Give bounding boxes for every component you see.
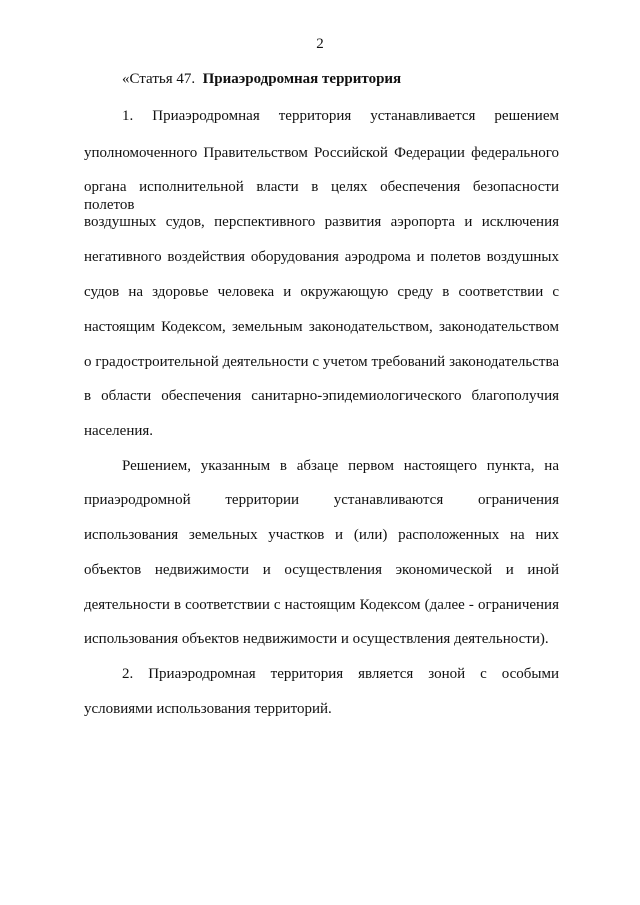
paragraph-line: судов на здоровье человека и окружающую среду в соответствии с: [84, 284, 559, 300]
article-title: Приаэродромная территория: [202, 71, 402, 87]
paragraph-line: использования земельных участков и (или) расположенных на них: [84, 527, 559, 543]
paragraph-line: воздушных судов, перспективного развития аэропорта и исключения: [84, 214, 559, 230]
paragraph-line: негативного воздействия оборудования аэродрома и полетов воздушных: [84, 249, 559, 265]
paragraph-line: в области обеспечения санитарно-эпидемиологического благополучия: [84, 388, 559, 404]
paragraph-line: деятельности в соответствии с настоящим Кодексом (далее - ограничения: [84, 597, 559, 613]
paragraph-line: 1. Приаэродромная территория устанавливается решением: [122, 108, 559, 124]
page-number: 2: [316, 36, 324, 52]
paragraph-line: 2. Приаэродромная территория является зоной с особыми: [122, 666, 559, 682]
paragraph-line: Решением, указанным в абзаце первом настоящего пункта, на: [122, 458, 559, 474]
article-number: «Статья 47.: [122, 71, 196, 87]
paragraph-line: уполномоченного Правительством Российской Федерации федерального: [84, 145, 559, 161]
paragraph-line: условиями использования территорий.: [84, 701, 332, 717]
paragraph-line: населения.: [84, 423, 154, 439]
paragraph-line: объектов недвижимости и осуществления экономической и иной: [84, 562, 559, 578]
paragraph-line: использования объектов недвижимости и осуществления деятельности).: [84, 631, 549, 647]
paragraph-line: настоящим Кодексом, земельным законодательством, законодательством: [84, 319, 559, 335]
paragraph-line: о градостроительной деятельности с учетом требований законодательства: [84, 354, 559, 370]
paragraph-line: органа исполнительной власти в целях обеспечения безопасности полетов: [84, 179, 559, 213]
article-heading: [122, 70, 401, 88]
paragraph-line: приаэродромной территории устанавливаются ограничения: [84, 492, 559, 508]
